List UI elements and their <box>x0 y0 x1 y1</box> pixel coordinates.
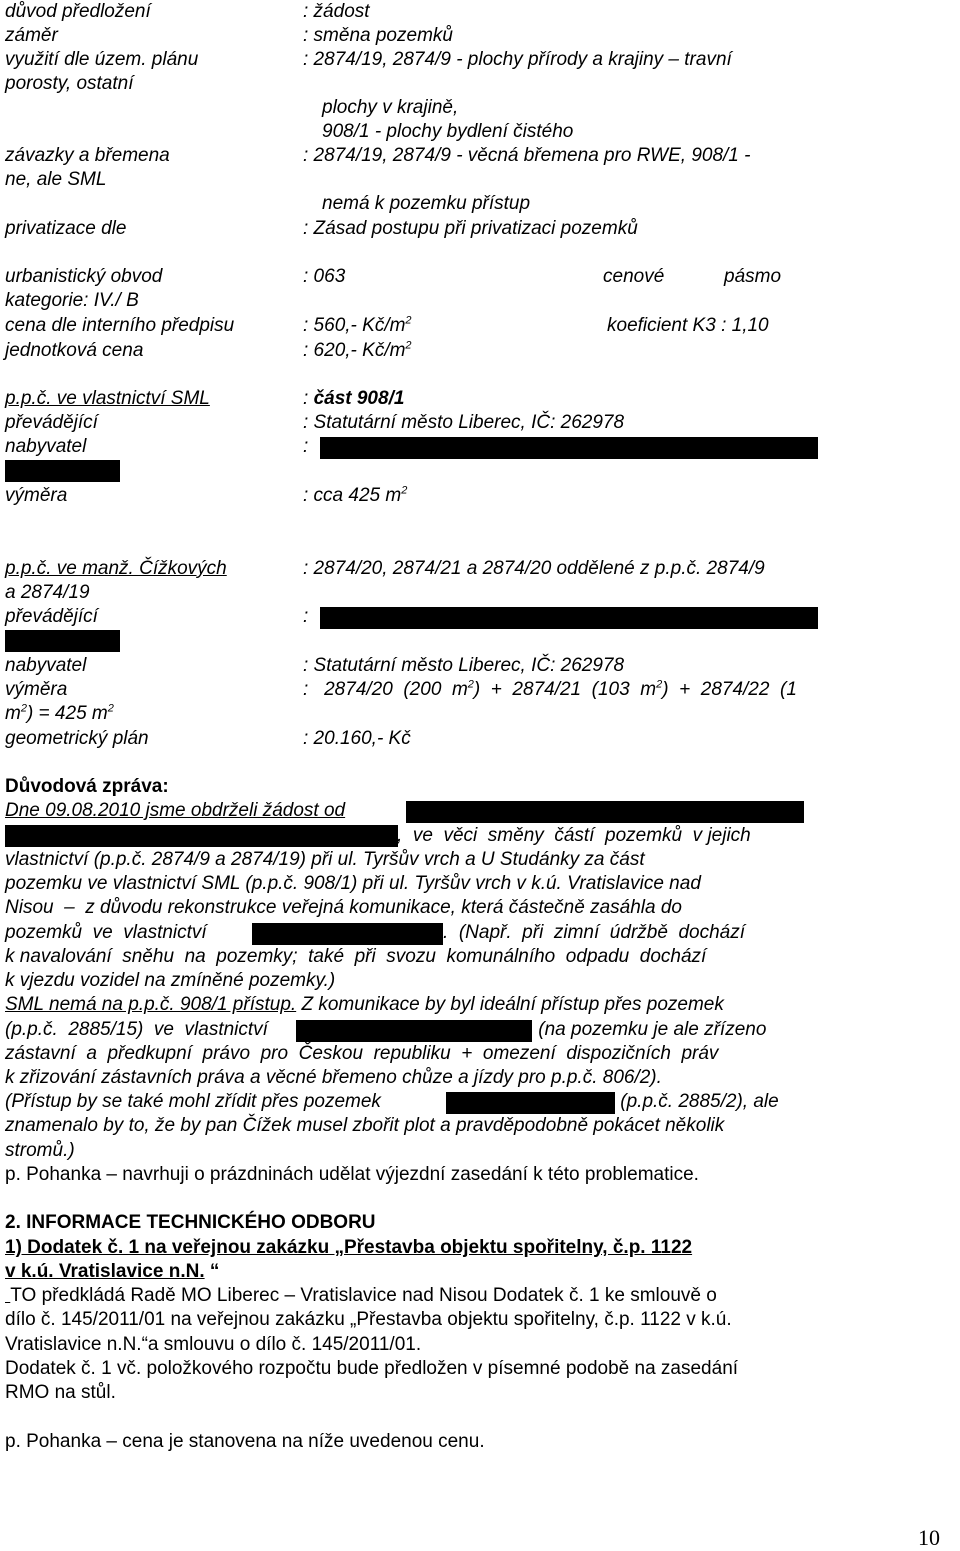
report-line: (p.p.č. 2885/2), ale <box>615 1091 779 1112</box>
report-line: zástavní a předkupní právo pro Českou republiku + omezení dispozičních práv <box>5 1043 719 1064</box>
tech-line: dílo č. 145/2011/01 na veřejnou zakázku „Přestavba objektu spořitelny, č.p. 1122 v k.ú. <box>5 1309 732 1330</box>
label-urbanisticky-obvod: urbanistický obvod <box>5 266 163 287</box>
report-line: (na pozemku je ale zřízeno <box>533 1019 767 1040</box>
zavazky-cont-1: ne, ale SML <box>5 169 107 190</box>
value-ppc-sml: : část 908/1 <box>303 388 405 409</box>
tech-heading: 2. INFORMACE TECHNICKÉHO ODBORU <box>5 1212 376 1233</box>
label-privatizace: privatizace dle <box>5 218 127 239</box>
value-nabyvatel-2: : Statutární město Liberec, IČ: 262978 <box>303 655 625 676</box>
tech-line: Dodatek č. 1 vč. položkového rozpočtu bude předložen v písemné podobě na zasedání <box>5 1358 739 1379</box>
report-line: (Přístup by se také mohl zřídit přes pozemek <box>5 1091 381 1112</box>
report-line: stromů.) <box>5 1140 75 1161</box>
label-geometricky-plan: geometrický plán <box>5 728 149 749</box>
redaction-block <box>320 607 818 629</box>
value-vyuziti: : 2874/19, 2874/9 - plochy přírody a krajiny – travní <box>303 49 732 70</box>
value-cena-predpis: : 560,- $Kč/m^2$ <box>303 314 412 336</box>
redaction-block <box>5 460 120 482</box>
report-line: p. Pohanka – navrhuji o prázdninách udělat výjezdní zasedání k této problematice. <box>5 1164 699 1185</box>
redaction-block <box>446 1092 615 1114</box>
nabyvatel-1-colon: : <box>303 436 309 457</box>
ppc-cizkovych-cont: a 2874/19 <box>5 582 90 603</box>
vyuziti-cont-3: 908/1 - plochy bydlení čistého <box>322 121 574 142</box>
tech-line: TO předkládá Radě MO Liberec – Vratislavice nad Nisou Dodatek č. 1 ke smlouvě o <box>10 1285 717 1306</box>
redaction-block <box>5 630 120 652</box>
tech-subheading: 1) Dodatek č. 1 na veřejnou zakázku „Přestavba objektu spořitelny, č.p. 1122 <box>5 1237 693 1258</box>
value-duvod: : žádost <box>303 1 370 22</box>
value-zamer: : směna pozemků <box>303 25 453 46</box>
tech-line: p. Pohanka – cena je stanovena na níže uvedenou cenu. <box>5 1431 485 1452</box>
label-cena-predpis: cena dle interního předpisu <box>5 315 235 336</box>
label-prevadejici-2: převádějící <box>5 606 98 627</box>
label-prevadejici-1: převádějící <box>5 412 98 433</box>
report-line: k navalování sněhu na pozemky; také při svozu komunálního odpadu dochází <box>5 946 707 967</box>
report-line: vlastnictví (p.p.č. 2874/9 a 2874/19) při ul. Tyršův vrch a U Studánky za část <box>5 849 645 870</box>
label-nabyvatel-2: nabyvatel <box>5 655 87 676</box>
report-line: Nisou – z důvodu rekonstrukce veřejná komunikace, která částečně zasáhla do <box>5 897 682 918</box>
zavazky-cont-2: nemá k pozemku přístup <box>322 193 531 214</box>
label-duvod: důvod předložení <box>5 1 151 22</box>
redaction-block <box>5 825 398 847</box>
label-cenove: cenové <box>603 266 665 287</box>
redaction-block <box>252 923 443 945</box>
label-ppc-cizkovych: p.p.č. ve manž. Čížkových <box>5 558 227 579</box>
report-heading: Důvodová zpráva: <box>5 776 169 797</box>
koeficient-k3: koeficient K3 : 1,10 <box>607 315 769 336</box>
value-prevadejici-1: : Statutární město Liberec, IČ: 262978 <box>303 412 625 433</box>
redaction-block <box>406 801 804 823</box>
report-line: SML nemá na p.p.č. 908/1 přístup. Z komunikace by byl ideální přístup přes pozemek <box>5 994 724 1015</box>
report-line: znamenalo by to, že by pan Čížek musel zbořit plot a pravděpodobně pokácet několik <box>5 1115 725 1136</box>
value-zavazky: : 2874/19, 2874/9 - věcná břemena pro RWE, 908/1 - <box>303 145 751 166</box>
label-nabyvatel-1: nabyvatel <box>5 436 87 457</box>
report-line: (p.p.č. 2885/15) ve vlastnictví <box>5 1019 268 1040</box>
prevadejici-2-colon: : <box>303 606 309 627</box>
vymera-2-cont: $m^2) = 425$ $m^2$ <box>5 702 114 724</box>
label-zavazky: závazky a břemena <box>5 145 170 166</box>
report-line: , ve věci směny částí pozemků v jejich <box>397 825 751 846</box>
report-line: . (Např. při zimní údržbě dochází <box>443 922 746 943</box>
value-vymera-2: : 2874/20 (200 $m^2) + 2874/21$ (103 $m^2) + 2874/22$ (1 <box>303 678 797 700</box>
tech-line: Vratislavice n.N.“a smlouvu o dílo č. 145/2011/01. <box>5 1334 422 1355</box>
report-line: pozemku ve vlastnictví SML (p.p.č. 908/1) při ul. Tyršův vrch v k.ú. Vratislavice nad <box>5 873 701 894</box>
value-vymera-1: : cca 425 $m^2$ <box>303 484 408 506</box>
redaction-block <box>296 1020 532 1042</box>
label-ppc-sml: p.p.č. ve vlastnictví SML <box>5 388 210 409</box>
label-vymera-1: výměra <box>5 485 68 506</box>
label-vymera-2: výměra <box>5 679 68 700</box>
value-ppc-cizkovych: : 2874/20, 2874/21 a 2874/20 oddělené z p.p.č. 2874/9 <box>303 558 765 579</box>
tech-line: RMO na stůl. <box>5 1382 116 1403</box>
value-urbanisticky-obvod: : 063 <box>303 266 346 287</box>
value-geometricky-plan: : 20.160,- Kč <box>303 728 411 749</box>
label-pasmo: pásmo <box>724 266 782 287</box>
value-privatizace: : Zásad postupu při privatizaci pozemků <box>303 218 638 239</box>
redaction-block <box>320 437 818 459</box>
report-line: pozemků ve vlastnictví <box>5 922 207 943</box>
label-vyuziti: využití dle územ. plánu <box>5 49 199 70</box>
kategorie: kategorie: IV./ B <box>5 290 139 311</box>
label-jednotkova-cena: jednotková cena <box>5 340 144 361</box>
report-line: k zřizování zástavních práva a věcné břemeno chůze a jízdy pro p.p.č. 806/2). <box>5 1067 662 1088</box>
report-line: Dne 09.08.2010 jsme obdrželi žádost od <box>5 800 346 821</box>
report-line: k vjezdu vozidel na zmíněné pozemky.) <box>5 970 336 991</box>
vyuziti-cont-1: porosty, ostatní <box>5 73 134 94</box>
value-jednotkova-cena: : 620,- $Kč/m^2$ <box>303 339 412 361</box>
tech-subheading-cont: v k.ú. Vratislavice n.N. “ <box>5 1261 220 1282</box>
label-zamer: záměr <box>5 25 58 46</box>
vyuziti-cont-2: plochy v krajině, <box>322 97 459 118</box>
page-number: 10 <box>918 1525 940 1550</box>
